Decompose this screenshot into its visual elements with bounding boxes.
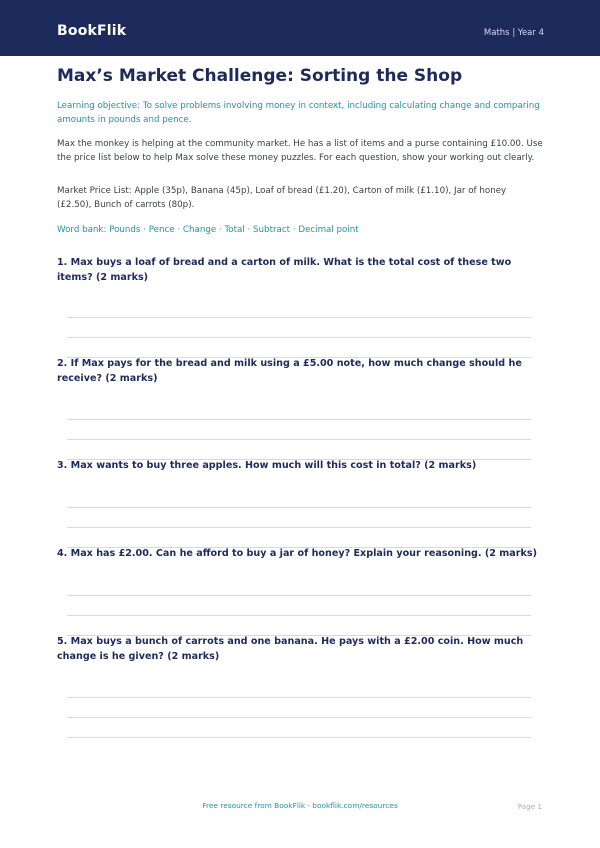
answer-line[interactable] <box>67 595 531 596</box>
answer-line[interactable] <box>67 439 531 440</box>
answer-line[interactable] <box>67 615 531 616</box>
answer-line[interactable] <box>67 697 531 698</box>
question-2: 2. If Max pays for the bread and milk using a £5.00 note, how much change should he receive? (2 marks) <box>57 358 522 384</box>
brand-logo-text: BookFlik <box>57 23 127 39</box>
answer-line[interactable] <box>67 527 531 528</box>
answer-line[interactable] <box>67 737 531 738</box>
question-3: 3. Max wants to buy three apples. How much will this cost in total? (2 marks) <box>57 460 477 471</box>
question-1: 1. Max buys a loaf of bread and a carton of milk. What is the total cost of these two items? (2 marks) <box>57 257 512 283</box>
answer-line[interactable] <box>67 507 531 508</box>
page-header <box>0 0 600 56</box>
answer-line[interactable] <box>67 419 531 420</box>
question-5: 5. Max buys a bunch of carrots and one banana. He pays with a £2.00 coin. How much change is he given? (2 marks) <box>57 636 524 662</box>
intro-paragraph: Max the monkey is helping at the community market. He has a list of items and a purse containing £10.00. Use the price list below to help Max solve these money puzzles. For each question, show your working out clearly. <box>57 139 543 164</box>
answer-line[interactable] <box>67 717 531 718</box>
page-number: Page 1 <box>517 802 542 811</box>
answer-line[interactable] <box>67 317 531 318</box>
worksheet-title: Max’s Market Challenge: Sorting the Shop <box>57 66 463 86</box>
word-bank: Word bank: Pounds · Pence · Change · Total · Subtract · Decimal point <box>57 225 359 235</box>
price-list: Market Price List: Apple (35p), Banana (45p), Loaf of bread (£1.20), Carton of milk (£1.10), Jar of honey (£2.50), Bunch of carrots (80p). <box>57 186 507 211</box>
footer-credit: Free resource from BookFlik · bookflik.com/resources <box>202 801 398 810</box>
subject-year-label: Maths | Year 4 <box>483 28 544 38</box>
learning-objective: Learning objective: To solve problems involving money in context, including calculating change and comparing amounts in pounds and pence. <box>57 101 540 125</box>
question-4: 4. Max has £2.00. Can he afford to buy a jar of honey? Explain your reasoning. (2 marks) <box>57 548 537 559</box>
answer-line[interactable] <box>67 337 531 338</box>
